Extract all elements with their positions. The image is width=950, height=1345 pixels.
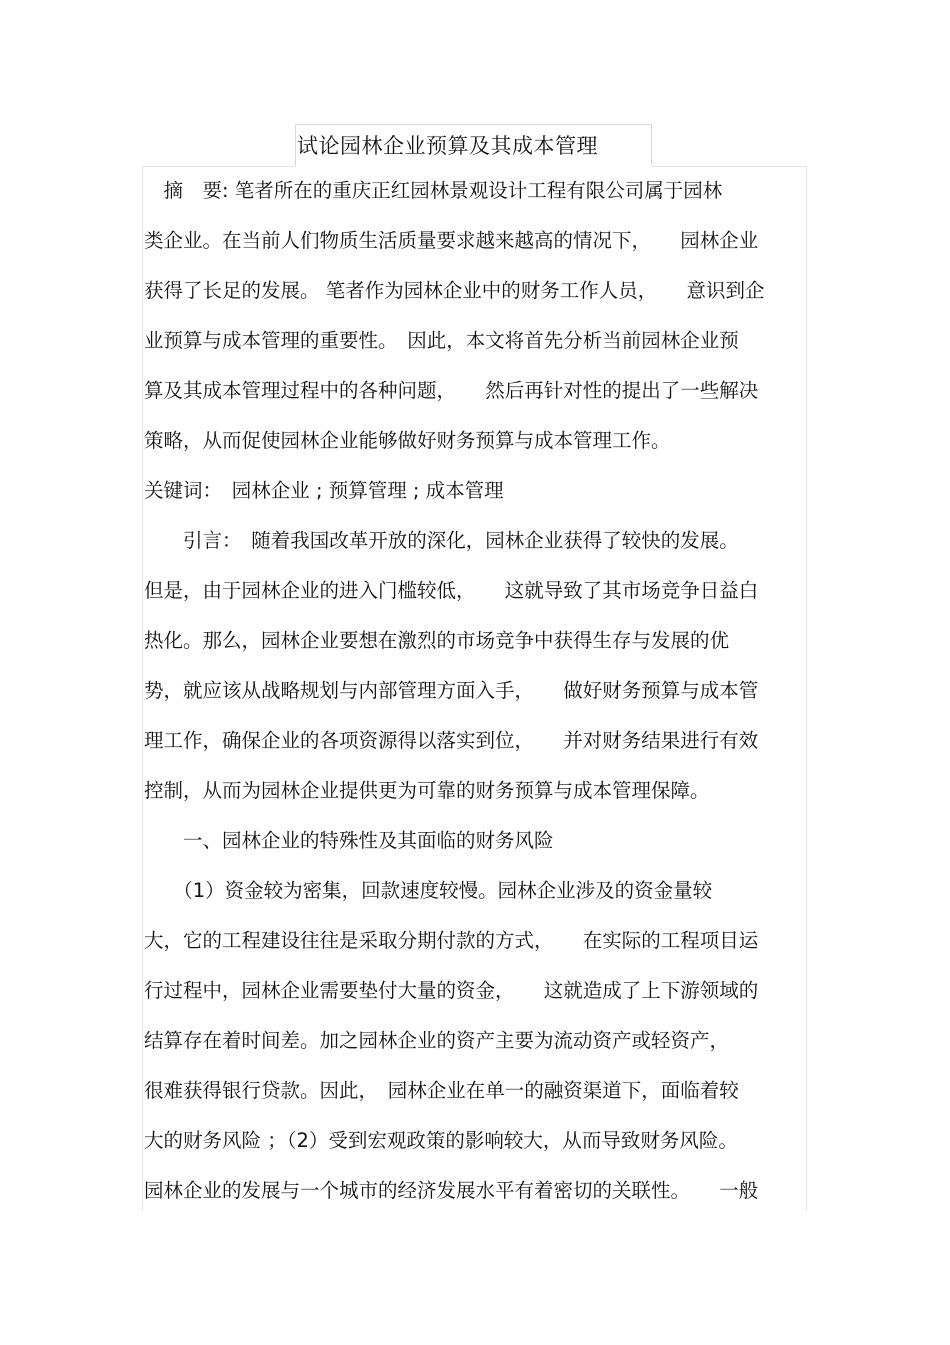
section-1-line-1: （1）资金较为密集，回款速度较慢。园林企业涉及的资金量较 [144,879,713,902]
abstract-line-1: 摘 要: 笔者所在的重庆正红园林景观设计工程有限公司属于园林 [144,179,723,202]
abstract-line-6: 策略，从而促使园林企业能够做好财务预算与成本管理工作。 [144,429,671,452]
frame-top-right-rule [652,166,807,167]
section-1-line-6: 大的财务风险 ；（2）受到宏观政策的影响较大，从而导致财务风险。 [144,1129,738,1152]
section-1-line-2: 大，它的工程建设往往是采取分期付款的方式， 在实际的工程项目运 [144,929,759,952]
abstract-line-3: 获得了长足的发展。 笔者作为园林企业中的财务工作人员， 意识到企 [144,279,765,302]
frame-top-left-rule [142,166,295,167]
section-1-line-4: 结算存在着时间差。加之园林企业的资产主要为流动资产或轻资产， [144,1029,730,1052]
intro-line-5: 理工作，确保企业的各项资源得以落实到位， 并对财务结果进行有效 [144,729,759,752]
section-1-line-7: 园林企业的发展与一个城市的经济发展水平有着密切的关联性。 一般 [144,1179,759,1202]
abstract-line-5: 算及其成本管理过程中的各种问题， 然后再针对性的提出了一些解决 [144,379,759,402]
intro-line-2: 但是，由于园林企业的进入门槛较低， 这就导致了其市场竞争日益白 [144,579,759,602]
intro-line-1: 引言： 随着我国改革开放的深化，园林企业获得了较快的发展。 [144,529,739,552]
section-1-line-5: 很难获得银行贷款。因此， 园林企业在单一的融资渠道下，面临着较 [144,1079,739,1102]
abstract-line-2: 类企业。在当前人们物质生活质量要求越来越高的情况下， 园林企业 [144,229,759,252]
abstract-line-4: 业预算与成本管理的重要性。 因此，本文将首先分析当前园林企业预 [144,329,739,352]
intro-line-4: 势，就应该从战略规划与内部管理方面入手， 做好财务预算与成本管 [144,679,759,702]
keywords-line: 关键词： 园林企业 ; 预算管理 ; 成本管理 [144,479,504,502]
section-heading-1: 一、园林企业的特殊性及其面临的财务风险 [144,829,554,852]
intro-line-6: 控制，从而为园林企业提供更为可靠的财务预算与成本管理保障。 [144,779,710,802]
document-title: 试论园林企业预算及其成本管理 [297,134,598,158]
intro-line-3: 热化。那么，园林企业要想在激烈的市场竞争中获得生存与发展的优 [144,629,730,652]
section-1-line-3: 行过程中，园林企业需要垫付大量的资金， 这就造成了上下游领域的 [144,979,759,1002]
